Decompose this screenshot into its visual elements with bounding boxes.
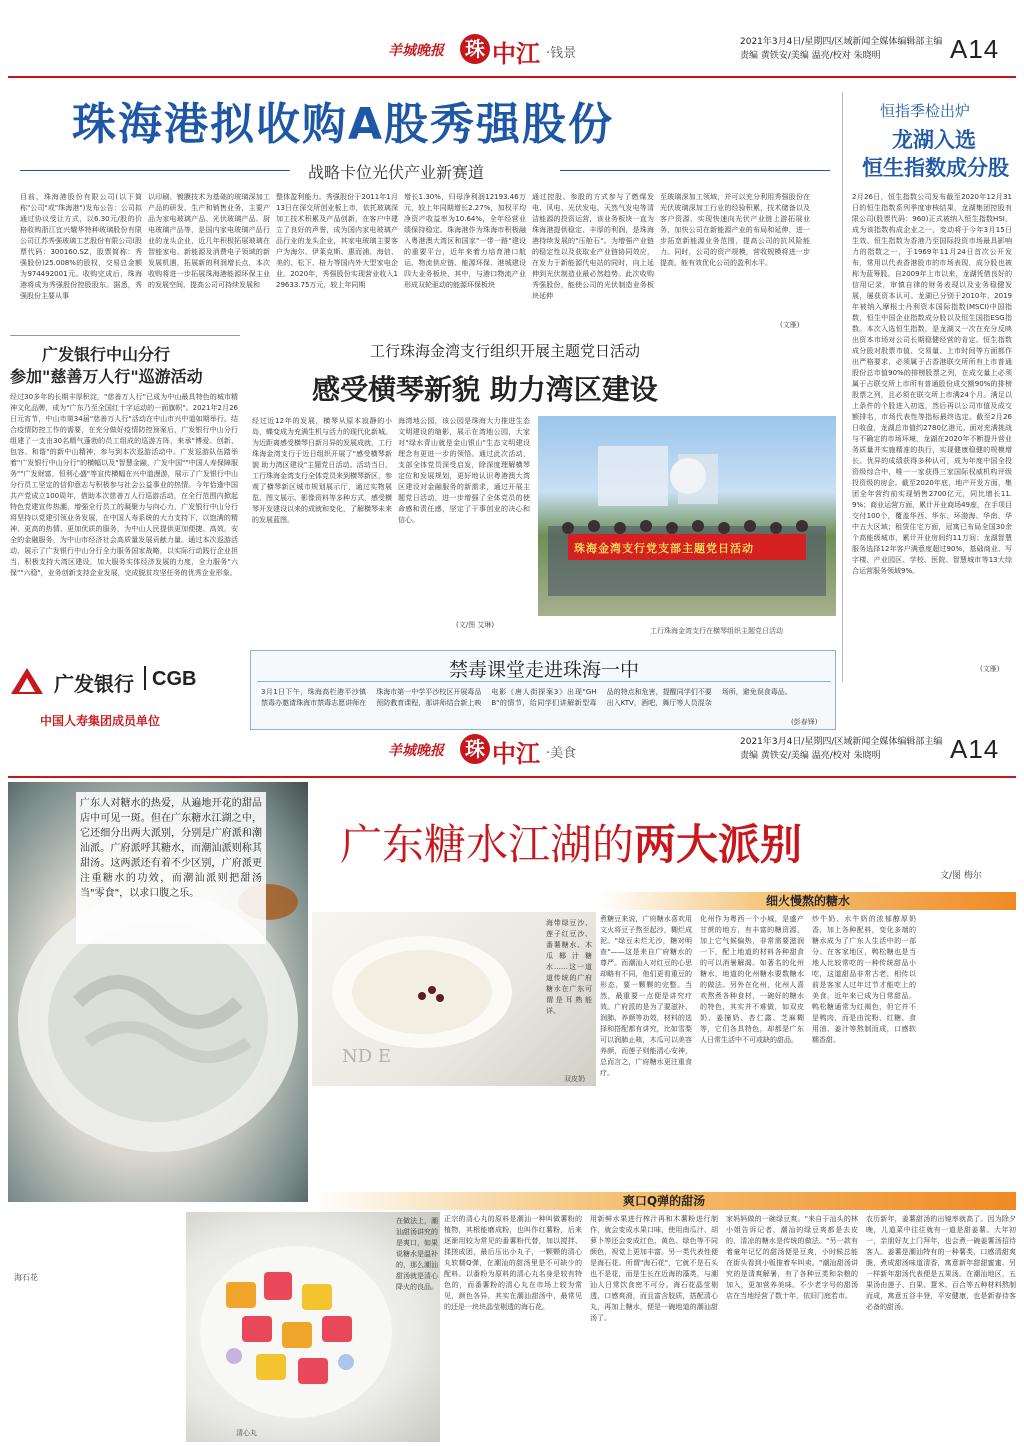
lead-col-5: 通过控股、参股的方式参与了燃煤发电、风电、光伏发电、天然气发电等清洁能源的投资运营，该业务板块一直为珠海港提供稳定、丰厚的利润，是珠海港持续发展的"压舱石"。为增强产业链的稳定性以及获取业产业链协同效应，在发力于新能源代电站的同时，向上延伸到光伏制造业最必然趋势。此次收购秀强股份，能使公司的光伏制造业务板块延伸 bbox=[532, 193, 654, 300]
right-body: 2月26日，恒生指数公司发布截至2020年12月31日的恒生指数系列季度审核结果，龙湖集团控股有限公司(股票代码：960)正式被纳入恒生指数HSI，成为该指数构成企业之一，变动将于今年3月15日生效。恒生指数为香港乃至国际投资市场最具影响力的指数之一，于1969年11月24日首次公开发布，常用以代表香港股市的市场表现，成分股也被称为蓝筹股。自2009年上市以来，龙湖凭借良好的信用记录，审慎自律的财务表现以及业务稳健发展，屡获资本认可。龙湖已分别于2010年、2019年被纳入摩根士丹利资本国际指数(MSCI)中国指数，恒生中国企业指数成分股以及恒生国指ESG指数。本次入选恒生指数，是龙湖又一次在充分反映出资本市场对公司长期稳健经营的肯定。恒生指数成分股对股票市值、交易量、上市时间等方面都作出严格要求，必须属于占香港联交所所有上市普通股份总市值90%的排榜股票之列，在成交量上必须属于占联交所上市所有普通股份成交额90%的排榜股票之列，且必须在联交所上市满24个月。满足以上条件的个股进入初选，然后再以公司市值及成交额排名，市场代表性等指标最终选定。截至2月26日收盘，龙湖总市值约2780亿港元。面对充满挑战与不确定的市场环境，龙湖在2020年不断提升营业务质量并实施精准的执行，实现健康稳健的规模增长。优异的成绩获得多种认可，成为年度中国全投资级综合中，唯一一家获得三家国际权威机构评级投资级的房企。截至2020年底，地产开发方面，集团全年营约前实现销售2700亿元，同比增长11.9%；商业运营方面，累计开业商场49座，在手项目交付100个，覆盖华西、华东、环渤海、华南、华中五大区域；租赁住宅方面，冠寓已布局全国30余个高能级城市，累计开业房间约11万间；龙湖智慧服务选择12年客户满意度超过90%，基础商业、写字楼、产业园区、学校、医院、智慧城市等13大综合运营服务领域9%。 bbox=[852, 193, 1012, 575]
subtitle-rule-left bbox=[20, 170, 290, 171]
lead-col-1: 目前，珠海港股份有限公司(以下简称"公司"或"珠海港")发布公告：公司拟通过协议受让方式，以6.30元/股的价格收购浙江宜兴耀华特种玻璃股份有限公司江苏秀强玻璃工艺股份有限公司(股票代码：300160.SZ，股票简称：秀强股份)25.008%的股权，交易总金额为974492001元。收购完成后，珠海港将成为秀强股份控股股东。据悉，秀强股份主要从事 bbox=[20, 193, 142, 300]
sweet-headline-b: 两大派别 bbox=[634, 820, 803, 869]
drug-box bbox=[250, 650, 836, 730]
sweet-body-6: 家妈妈做的一碗绿豆爽。"来自于汕头的林小姐告诉记者，潮汕的绿豆爽都是去皮的，清凉的糖水是传统的做法。"另一款有着童年记忆的甜汤便是豆爽，小时候总能在街头看到小贩推着车叫卖。"潮汕甜汤讲究的是清爽解暑，有了各种豆类和杂粮的加入，更加营养美味。不少老字号的甜汤店在当地经营了数十年，依旧门庭若市。 bbox=[726, 1215, 858, 1300]
intro-text: 广东人对糖水的热爱，从遍地开花的甜品店中可见一斑。但在广东糖水江湖之中，它还细分出两大派别，分别是广府派和潮汕派。广府派呼其糖水，而潮汕派则称其甜汤。这两派还有着不少区别，广府派更注重糖水的功效，而潮汕派则把甜汤当"零食"，以求口腹之乐。 bbox=[80, 798, 262, 899]
intro-box bbox=[76, 792, 266, 944]
sweet-headline bbox=[340, 812, 802, 872]
party-author: (文/图 艾琳) bbox=[456, 621, 495, 629]
bottom-header-rule bbox=[8, 776, 1016, 778]
right-headline-1: 龙湖入选 bbox=[892, 128, 976, 152]
drug-rule bbox=[257, 681, 831, 682]
cgb-logo-divider bbox=[144, 666, 146, 690]
lead-headline: 珠海港拟收购A股秀强股份 bbox=[72, 99, 615, 150]
page-number: A14 bbox=[950, 34, 1000, 64]
drug-title: 禁毒课堂走进珠海一中 bbox=[448, 659, 639, 681]
lead-col-4: 增长1.30%，归母净利润12193.46万元，较上年同期增长2.27%，加权平均净资产收益率为10.64%，全年经营业绩保持稳定。珠海港作为珠海市积极融入粤港澳大湾区和国家"一带一路"建设的重要平台，近年来着力培育港口航运、物流供应链、能源环保、港城建设四大业务板块，其中，与港口物流产业形成双轮驱动的能源环保板块 bbox=[404, 193, 526, 289]
subhead-2-text: 爽口Q弹的甜汤 bbox=[622, 1194, 706, 1208]
party-group-photo bbox=[538, 416, 836, 616]
sweet-headline-a: 广东糖水江湖的 bbox=[340, 820, 635, 869]
lead-subtitle: 战略卡位光伏产业新赛道 bbox=[308, 163, 485, 182]
cgb-top-rule bbox=[10, 335, 240, 336]
subhead-1 bbox=[600, 892, 1016, 910]
cgb-headline-2: 参加"慈善万人行"巡游活动 bbox=[10, 367, 203, 386]
bottom-page-number: A14 bbox=[950, 734, 1000, 764]
cgb-tagline: 中国人寿集团成员单位 bbox=[40, 714, 161, 728]
staff-line: 责编 黄铁安/美编 温亮/校对 朱晓明 bbox=[740, 51, 881, 61]
photo-label-haishihua: 海石花 bbox=[14, 1273, 38, 1282]
sweet-body-4: 正宗的清心丸的原料是潮汕一种叫做薯粉的植物，其根能磨成粉，也叫作红薯粉，后来逐渐用较为常见的番薯粉代替，加以搅拌、揉搓成团，最后压出小丸子，一颗颗的清心丸软糯Q弹，在潮汕的甜汤里是不可缺少的配料。以番粉为原料的清心丸名身是较有特色的，而番薯粉的清心丸在市场上较为常见，颜色各异，其实在潮汕甜汤中，最常见的还是一块块晶莹剔透的海石花。 bbox=[444, 1215, 582, 1311]
cgb-triangle-icon bbox=[10, 666, 44, 696]
right-kicker: 恒指季检出炉 bbox=[880, 102, 971, 120]
party-photo-caption: 工行珠海金湾支行在横琴组织主题党日活动 bbox=[650, 627, 783, 635]
cgb-logo-text: 广发银行 bbox=[54, 672, 134, 696]
party-headline: 感受横琴新貌 助力湾区建设 bbox=[312, 373, 658, 406]
sweet-body-1: 煮糖豆来说，广府糖水喜欢用文火将豆子熬至起沙，糊烂成泥。"绿豆未烂无沙，糖对明查"——这是来自广府糖水的尊严。而潮汕人对红豆的心思却略有不同，他们更看重豆的形态，要一颗颗的完整。当然，最重要一点便是讲究疗效。广府派的是为了要滋补、润肺、养颜等功效，材料的选择和搭配都有讲究，比如雪梨可以润肺止咳，木瓜可以美容养颜，而莲子则能清心安神，总而言之，广府糖水更注重食疗。 bbox=[600, 915, 692, 1077]
cgb-logo-en: CGB bbox=[152, 668, 197, 690]
drug-author: (彭春锋) bbox=[791, 718, 818, 726]
bottom-staff-line: 责编 黄铁安/美编 温亮/校对 朱晓明 bbox=[740, 751, 881, 761]
party-col-2: 海湾地公园，该公园是珠海大力推进生态文明建设的缩影，展示在湾地公园，大家对"绿水青山就是金山银山"生态文明建设理念有更进一步的领悟。通过此次活动，支部全体党员深受启发，除深度理解横琴定位和发展规划，更好地认识粤港澳大湾区建设对金融服务的新需求，通过开展主题党日活动，进一步增强了全体党员的使命感和责任感，坚定了干事创业的决心和信心。 bbox=[398, 417, 530, 524]
lead-col-6: 至玻璃深加工领域，并可以充分利用秀强股份在光伏玻璃深加工行业的经验积累，技术储备以及客户资源，实现快速向光伏产业链上游拓展业务，加快公司在新能源产业的布局和延伸，进一步拓宽新能源业务范围，提高公司的抗风险能力。同时，公司的资产规模，营收规模将进一步提高，能有效优化公司的盈利水平。 bbox=[660, 193, 810, 267]
bottom-newspaper-logo: 羊城晚报 bbox=[388, 743, 444, 759]
top-page-header bbox=[360, 30, 1000, 74]
cgb-body: 经过30多年的长期丰厚积淀，"慈善万人行"已成为中山最具特色的城市精神文化品牌，成为"广东乃至全国红十字运动的一面旗帜"。2021年2月26日元宵节，中山市第34届"慈善万人行"活动在中山市兴中道如期举行。结合疫情防控工作的需要，在充分做好疫情防控预案后，广发银行中山分行组建了一支由30名精气蓬勃的员工组成的巡游方阵，来承"博爱、创新、包容、和谐"的新中山精神，参与到本次巡游活动中。广发巡游队伍踏举着"广发银行中山分行"的横幅以及"智慧金融，广发中国""中国人寿保障服务""广发财富，恒利心盛"等宣传横幅在兴中道漫游，展示了广发银行中山分行员工坚定的信仰意志与积极参与社会公益事业的热情。今年恰逢中国共产党成立100周年，借助本次慈善万人行巡游活动，在全行范围内掀起特色党建宣传热潮，增强全行员工的凝聚力与向心力，广发银行中山分行将坚持以党建引领业务发展，在中国人寿系统的大力支持下，以饱满的精神、更高的热情、更加优质的服务，为中山人民提供更加便捷、高效、安全的金融服务，为中山市经济社会高质量发展贡献力量。通过本次巡游活动，展示了广发银行中山分行全力服务国家战略，以实际行动践行企业担当，积极支持大湾区建设，加大服务实体经济发展的力度，全力服务"六保""六稳"，业务创新支持企业发展，完成脱贫攻坚任务的优秀企业形象。 bbox=[10, 393, 238, 577]
bottom-section-name: ·美食 bbox=[546, 746, 577, 761]
bottom-brand-circle-icon: 珠 bbox=[460, 734, 490, 764]
drug-body: 3月1日下午，珠海高栏港平沙镇禁毒办邀请珠海市禁毒志愿讲师在珠海市第一中学平沙校区开展毒品预防教育课程，那讲师结合新上映电影《唐人街探案3》出现"GHB"的情节，给同学们讲解新型毒品的特点和危害，提醒同学们不要出入KTV，酒吧，舞厅等人员混杂场所，避免误食毒品。 bbox=[261, 688, 792, 707]
party-kicker: 工行珠海金湾支行组织开展主题党日活动 bbox=[370, 342, 641, 360]
right-headline-2: 恒生指数成分股 bbox=[862, 156, 1009, 180]
subtitle-rule-right bbox=[560, 170, 830, 171]
party-banner: 珠海金湾支行党支部主题党日活动 bbox=[574, 542, 754, 555]
photo-caption-2: 在做法上，潮汕甜汤讲究的是爽口，如果说糖水是温补的，那么潮汕甜汤就是清心降火的良品。 bbox=[396, 1217, 438, 1291]
date-line: 2021年3月4日/星期四/区域新闻全媒体编辑部主编 bbox=[740, 37, 943, 47]
sweet-byline: 文/图 梅尔 bbox=[940, 871, 982, 881]
bottom-brand-name: 中江 bbox=[492, 740, 540, 768]
right-author: (文雁) bbox=[980, 665, 1000, 673]
bottom-page-header bbox=[360, 730, 1000, 774]
svg-text:ND E: ND E bbox=[342, 1046, 392, 1067]
cgb-logo bbox=[10, 662, 238, 702]
lead-author: (文雁) bbox=[780, 321, 800, 329]
bottom-date-line: 2021年3月4日/星期四/区域新闻全媒体编辑部主编 bbox=[740, 737, 943, 747]
sweet-body-7: 农历新年，姜薯甜汤的出镜率就高了。因为除夕晚，儿道菜中往往就有一道是甜姜薯。大年初一，亲朋好友上门拜年，也会煮一碗姜薯汤招待客人。姜薯是潮汕特有的一种薯类，口感清甜爽脆，煮成甜汤味道清香，寓意新年甜甜蜜蜜。另一样新年甜汤代表便是五果汤。在潮汕地区，五果汤由莲子、白果、薏米、百合等五种材料熬制而成，寓意五谷丰登，平安健康，也是新春待客必备的甜汤。 bbox=[866, 1215, 1016, 1311]
party-col-1: 经过近12年的发展，横琴从原本寂静的小岛，蝶变成为充满生机与活力的现代化新城。为近距离感受横琴日新月异的发展成就，工行珠海金湾支行于近日组织开展了"感受横琴新貌 助力湾区建设"主题党日活动。活动当日，工行珠海金湾支行全体党员来到横琴新区，参观了横琴新区城市规划展示厅，通过实物展览、图文展示、影像资料等多种方式，感受横琴开发建设以来的成就和变化，了解横琴未来的发展蓝图。 bbox=[252, 417, 392, 524]
right-column-divider bbox=[842, 92, 843, 682]
subhead-2 bbox=[312, 1192, 1016, 1210]
section-name: ·钱景 bbox=[546, 46, 577, 61]
newspaper-logo: 羊城晚报 bbox=[388, 43, 444, 59]
brand-circle-icon: 珠 bbox=[460, 34, 490, 64]
subhead-1-text: 细火慢熬的糖水 bbox=[765, 894, 851, 908]
header-rule bbox=[8, 76, 1016, 78]
photo-label-qingxinwan: 清心丸 bbox=[236, 1429, 257, 1437]
lead-col-2: 以印刷、镀膜技术为基础的玻璃深加工产品的研发、生产和销售业务，主要产品为家电玻璃产品、光伏玻璃产品、厨电玻璃产品等，是国内家电玻璃产品行业的龙头企业，近几年积极拓展玻璃在智能家电、新能源及消费电子领域的新发展机遇，拓展新的利润增长点，本次收购将进一步拓展珠海港能源环保主业的发展空间，提高公司可持续发展和 bbox=[148, 193, 270, 289]
lead-col-3: 整体盈利能力。秀强股份于2011年1月13日在深交所创业板上市，依托玻璃深加工技术积累及产品创新，在客户中建立了良好的声誉，成为国内家电玻璃产品行业的龙头企业，其家电玻璃主要客户为海尔、伊莱克斯、惠而浦、海信、美的、松下、格力等国内外大型家电企业。2020年，秀强股份实现营业收入129633.75万元，较上年同期 bbox=[276, 193, 398, 289]
photo-caption-1: 海带绿豆沙、莲子红豆沙、番薯糖水、木瓜椰汁糖水……这一道道传统的广府糖水在广东可谓是耳熟能详。 bbox=[546, 919, 592, 1015]
photo-label-shuangpinai: 双皮奶 bbox=[564, 1075, 585, 1083]
brand-name: 中江 bbox=[492, 40, 540, 68]
sweet-body-3a: 炒牛奶、水牛奶的浓郁醇厚奶香，加上各种配料，变化多端的糖水成为了广东人生活中的一部分。在客家地区，鸭松糖也是当地人比较常吃的一种传统甜品小吃，这道甜品非常古老，相传以前是客家人过年过节才能吃上的美食，近年来已成为日常甜品。鸭松糖通常为红褐色，但它并不是鸭肉，而是由淀粉、红糖、食用油、姜汁等熬制而成，口感软糯香甜。 bbox=[812, 915, 916, 1044]
sweet-body-5: 用新鲜水果进行榨汁再和木薯粉进行制作，就会变成水果口味，使用南瓜汁、胡萝卜等还会变成红色、黄色、绿色等不同颜色，视觉上更加丰富。另一类代表性便是海石花。所谓"海石花"，它就不是石头也不是花，而是生长在近海的藻类，与潮汕人日常饮食密不可分。海石花晶莹剔透，口感爽滑，而且富含胶质，搭配清心丸，再加上糖水，便是一碗地道的潮汕甜汤了。 bbox=[590, 1215, 718, 1322]
cgb-headline-1: 广发银行中山分行 bbox=[42, 345, 171, 364]
sweet-body-2: 化州作为粤西一个小城，是盛产甘蔗的地方，有丰富的糖资源，加上它气候偏热，非常需要滋润一下，配上地道的材料各种甜食的可以消暑解渴。如著名的化州糖水，地道的化州糖水要数糖水的做法。另外在化州，化州人喜欢熬煮各种食材，一碗好的糖水的特色，其实并不难做，如双皮奶、姜撞奶、杏仁露、芝麻糊等，它们各具特色，却都是广东人日常生活中不可或缺的甜品。 bbox=[700, 915, 804, 1044]
